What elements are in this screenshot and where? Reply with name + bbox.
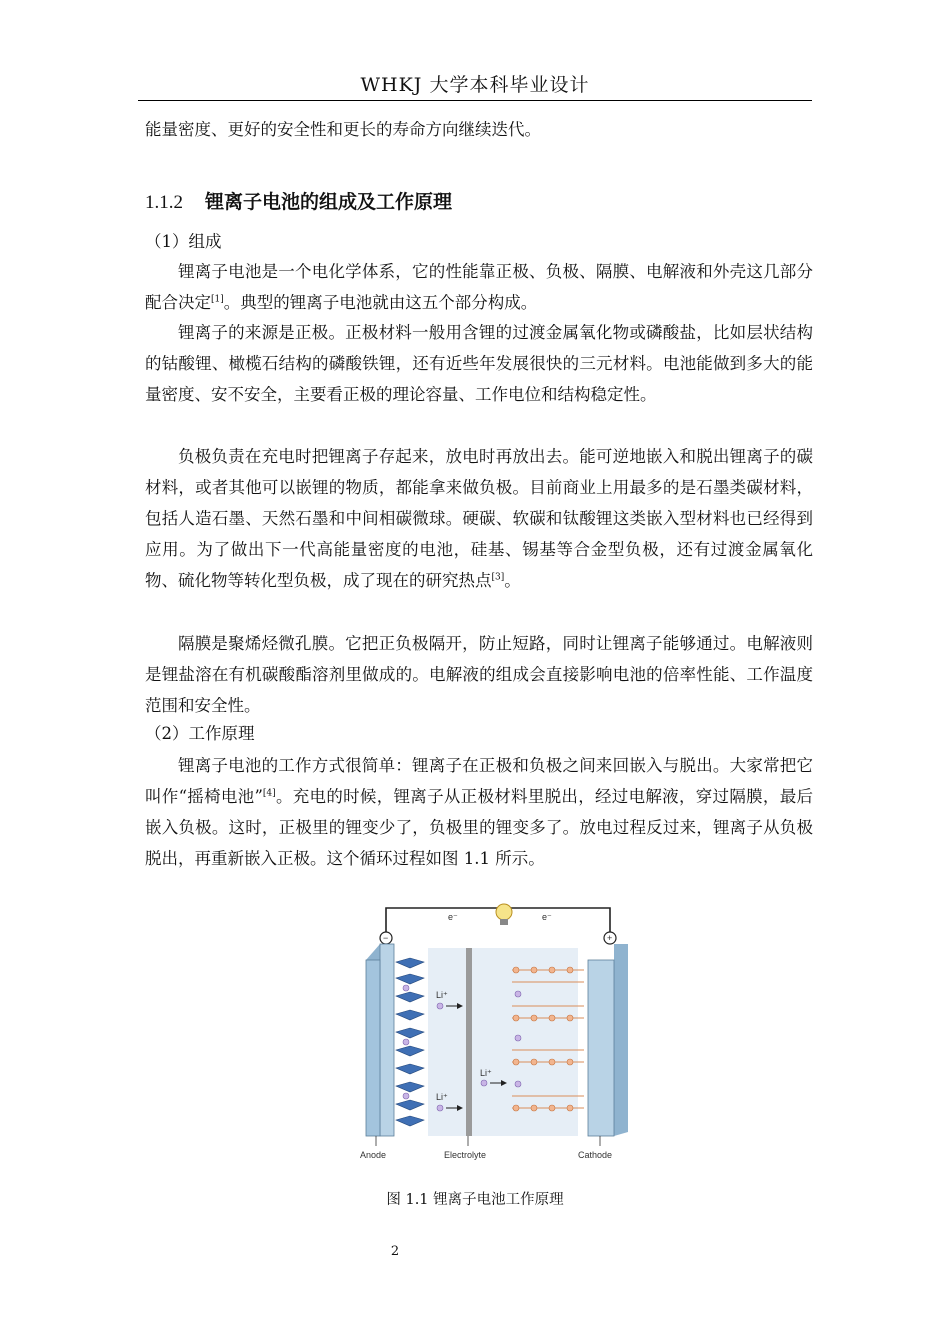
subheading-composition: （1）组成: [145, 232, 222, 251]
paragraph-principle: 锂离子电池的工作方式很简单：锂离子在正极和负极之间来回嵌入与脱出。大家常把它叫作“摇椅电池”[4]。充电的时候，锂离子从正极材料里脱出，经过电解液，穿过隔膜，最后嵌入负极。这时，正极里的锂变少了，负极里的锂变多了。放电过程反过来，锂离子从负极脱出，再重新嵌入正极。这个循环过程如图 1.1 所示。: [145, 756, 814, 868]
li-ion-label-1: Li⁺: [436, 990, 448, 1000]
citation: [1]: [211, 294, 224, 305]
header-divider: [138, 100, 812, 101]
cathode-collector-side: [614, 944, 628, 1136]
citation: [3]: [491, 572, 505, 583]
li-ion-icon: [481, 1080, 487, 1086]
anode-lithium-ions: [403, 985, 409, 1099]
graphite-layers: [396, 958, 424, 1126]
section-title: 锂离子电池的组成及工作原理: [205, 191, 453, 213]
negative-sign: −: [383, 933, 389, 943]
page-header: WHKJ 大学本科毕业设计: [360, 74, 590, 96]
cathode-label: Cathode: [578, 1150, 613, 1160]
paragraph-separator-electrolyte: 隔膜是聚烯烃微孔膜。它把正负极隔开，防止短路，同时让锂离子能够通过。电解液则是锂盐溶在有机碳酸酯溶剂里做成的。电解液的组成会直接影响电池的倍率性能、工作温度范围和安全性。: [145, 634, 813, 715]
separator: [466, 948, 472, 1136]
anode-label: Anode: [360, 1150, 387, 1160]
li-ion-label-3: Li⁺: [436, 1092, 448, 1102]
li-ion-icon: [437, 1105, 443, 1111]
section-heading: [145, 187, 452, 214]
positive-sign: +: [607, 933, 613, 943]
intro-paragraph: 能量密度、更好的安全性和更长的寿命方向继续迭代。: [145, 120, 541, 139]
anode-collector: [380, 944, 394, 1136]
cathode-collector: [588, 960, 614, 1136]
electrolyte-label: Electrolyte: [444, 1150, 487, 1160]
paragraph-composition: 锂离子电池是一个电化学体系，它的性能靠正极、负极、隔膜、电解液和外壳这几部分配合决定[1]。典型的锂离子电池就由这五个部分构成。: [145, 262, 813, 312]
page-number: 2: [390, 1244, 400, 1259]
li-ion-label-2: Li⁺: [480, 1068, 492, 1078]
battery-diagram: [352, 900, 642, 1170]
paragraph-anode: 负极负责在充电时把锂离子存起来，放电时再放出去。能可逆地嵌入和脱出锂离子的碳材料，或者其他可以嵌锂的物质，都能拿来做负极。目前商业上用最多的是石墨类碳材料，包括人造石墨、天然石墨和中间相碳微球。硬碳、软碳和钛酸锂这类嵌入型材料也已经得到应用。为了做出下一代高能量密度的电池，硅基、锡基等合金型负极，还有过渡金属氧化物、硫化物等转化型负极，成了现在的研究热点[3]。: [145, 447, 813, 590]
figure-caption: 图 1.1 锂离子电池工作原理: [386, 1192, 564, 1208]
subheading-principle: （2）工作原理: [145, 724, 255, 743]
citation: [4]: [262, 788, 276, 799]
paragraph-cathode: 锂离子的来源是正极。正极材料一般用含锂的过渡金属氧化物或磷酸盐，比如层状结构的钴酸锂、橄榄石结构的磷酸铁锂，还有近些年发展很快的三元材料。电池能做到多大的能量密度、安不安全，主要看正极的理论容量、工作电位和结构稳定性。: [145, 323, 813, 404]
section-number: 1.1.2: [145, 192, 183, 213]
li-ion-icon: [437, 1003, 443, 1009]
electron-label-right: e⁻: [542, 912, 552, 922]
lightbulb-icon: [496, 904, 512, 925]
electron-label-left: e⁻: [448, 912, 458, 922]
